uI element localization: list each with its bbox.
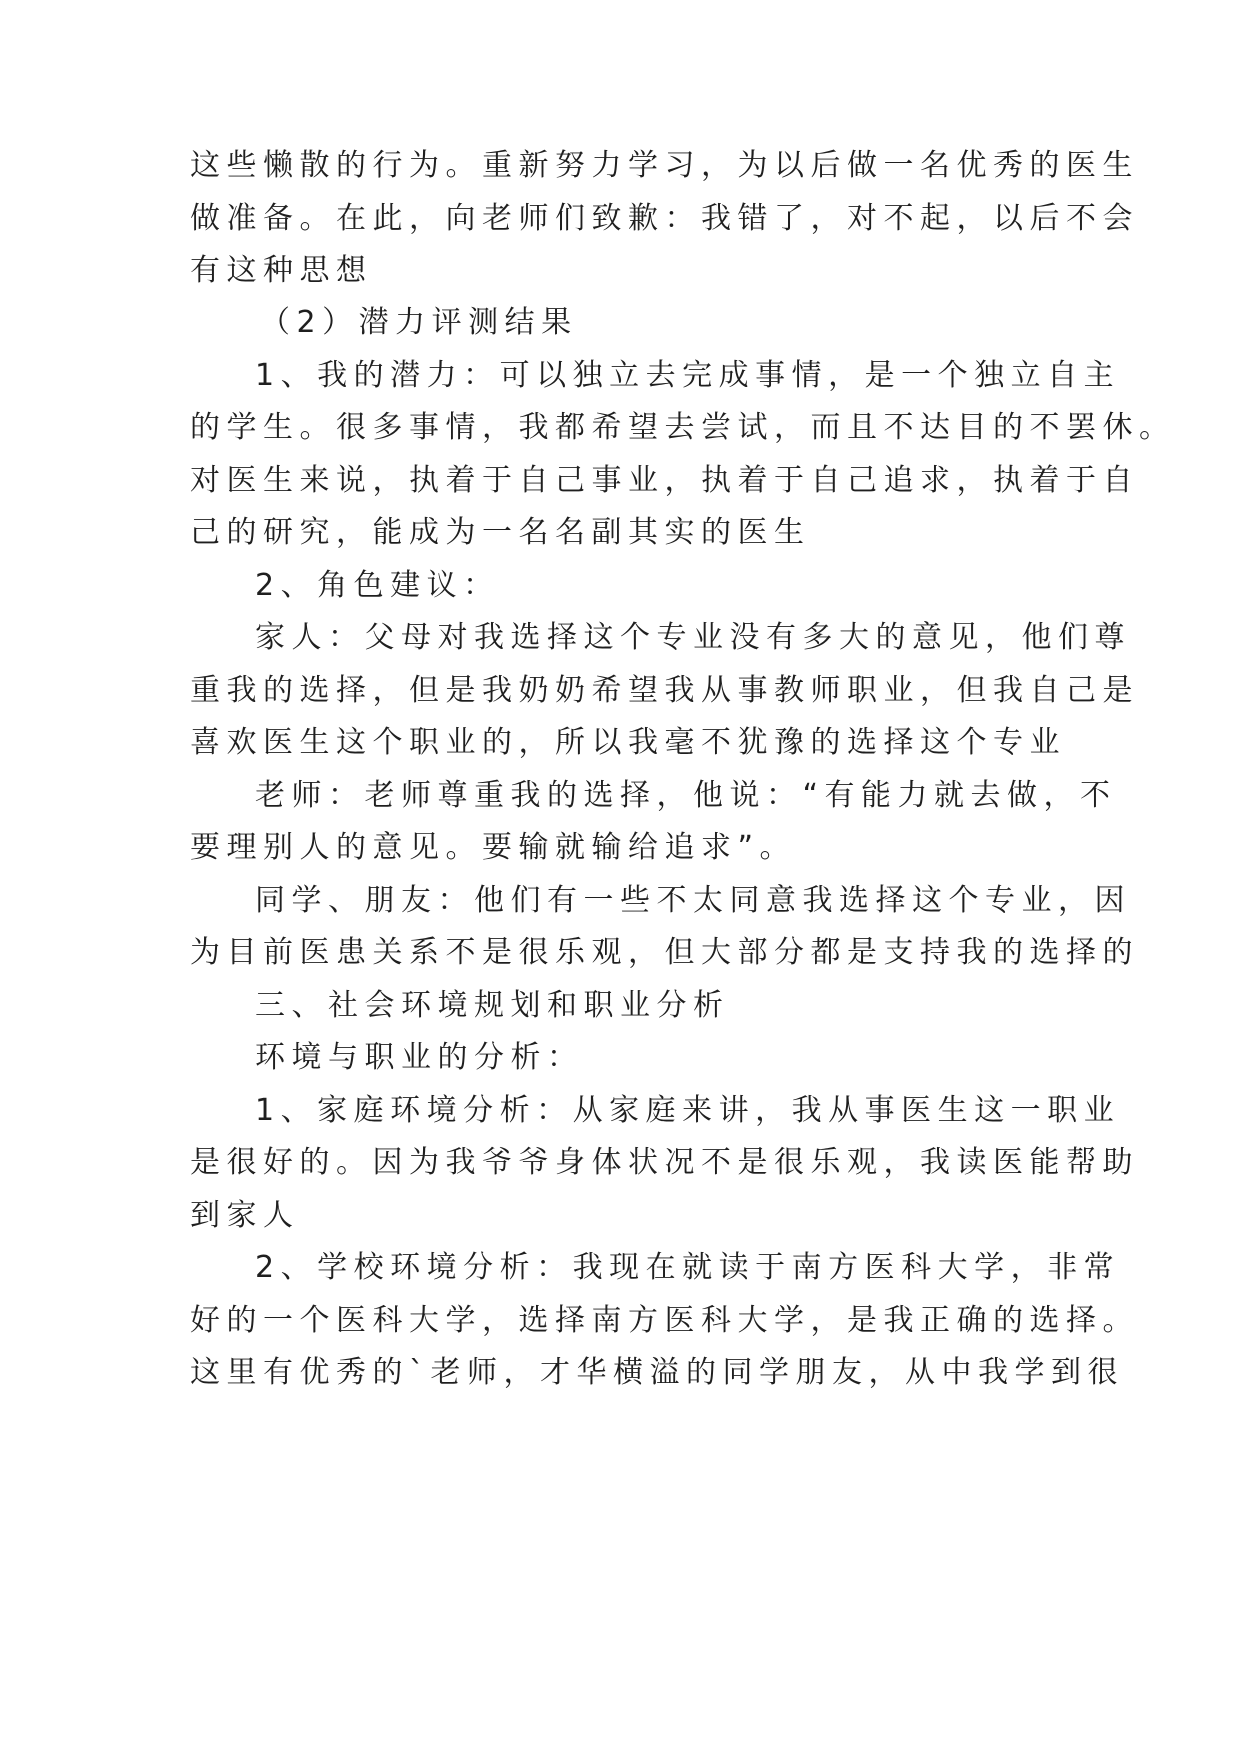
paragraph-line: 有这种思想 <box>190 253 373 288</box>
paragraph-line: 的学生。很多事情，我都希望去尝试，而且不达目的不罢休。 <box>190 410 1176 445</box>
paragraph-line: 己的研究，能成为一名名副其实的医生 <box>190 515 811 550</box>
paragraph-line: 环境与职业的分析： <box>255 1040 584 1075</box>
paragraph-line: 重我的选择，但是我奶奶希望我从事教师职业，但我自己是 <box>190 673 1139 708</box>
paragraph-line: 对医生来说，执着于自己事业，执着于自己追求，执着于自 <box>190 463 1139 498</box>
paragraph-line: 为目前医患关系不是很乐观，但大部分都是支持我的选择的 <box>190 935 1139 970</box>
paragraph-line: 老师：老师尊重我的选择，他说：“有能力就去做，不 <box>255 778 1117 813</box>
paragraph-line: 是很好的。因为我爷爷身体状况不是很乐观，我读医能帮助 <box>190 1145 1139 1180</box>
paragraph-line: 到家人 <box>190 1198 300 1233</box>
paragraph-line: 1、我的潜力：可以独立去完成事情，是一个独立自主 <box>255 358 1121 393</box>
section-heading: （2）潜力评测结果 <box>260 305 578 340</box>
paragraph-line: 好的一个医科大学，选择南方医科大学，是我正确的选择。 <box>190 1303 1139 1338</box>
paragraph-line: 2、学校环境分析：我现在就读于南方医科大学，非常 <box>255 1250 1121 1285</box>
paragraph-line: 做准备。在此，向老师们致歉：我错了，对不起，以后不会 <box>190 201 1139 236</box>
paragraph-line: 这里有优秀的`老师，才华横溢的同学朋友，从中我学到很 <box>190 1355 1124 1390</box>
paragraph-line: 1、家庭环境分析：从家庭来讲，我从事医生这一职业 <box>255 1093 1121 1128</box>
paragraph-line: 家人：父母对我选择这个专业没有多大的意见，他们尊 <box>255 620 1131 655</box>
section-heading: 三、社会环境规划和职业分析 <box>255 988 730 1023</box>
paragraph-line: 喜欢医生这个职业的，所以我毫不犹豫的选择这个专业 <box>190 725 1066 760</box>
paragraph-line: 同学、朋友：他们有一些不太同意我选择这个专业，因 <box>255 883 1131 918</box>
paragraph-line: 要理别人的意见。要输就输给追求”。 <box>190 830 797 865</box>
paragraph-line: 2、角色建议： <box>255 568 500 603</box>
paragraph-line: 这些懒散的行为。重新努力学习，为以后做一名优秀的医生 <box>190 148 1139 183</box>
